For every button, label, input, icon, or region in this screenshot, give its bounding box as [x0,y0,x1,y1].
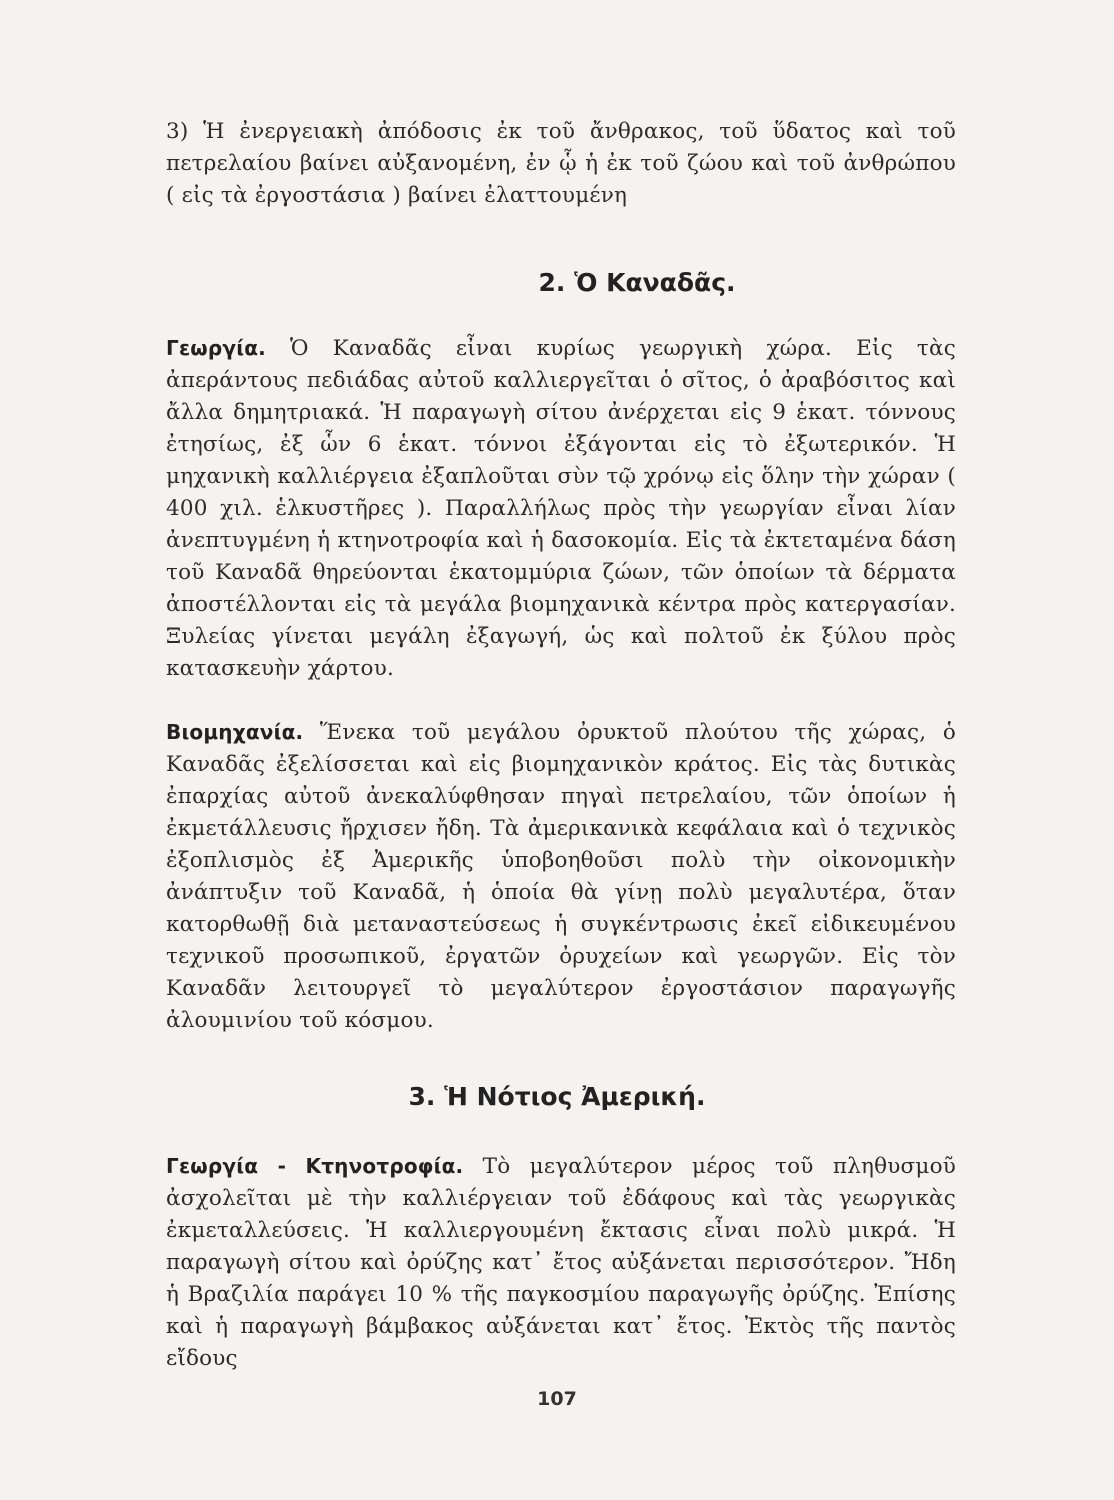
agriculture-heading: Γεωργία. [166,336,266,360]
industry-text: Ἕνεκα τοῦ μεγάλου ὀρυκτοῦ πλούτου τῆς χώρας, ὁ Καναδᾶς ἐξελίσσεται καὶ εἰς βιομηχανικὸν κράτος. Εἰς τὰς δυτικὰς ἐπαρχίας αὐτοῦ ἀνεκαλύφθησαν πηγαὶ πετρελαίου, τῶν ὁποίων ἡ ἐκμετάλλευσις ἤρχισεν ἤδη. Τὰ ἀμερικανικὰ κεφάλαια καὶ ὁ τεχνικὸς ἐξοπλισμὸς ἐξ Ἀμερικῆς ὑποβοηθοῦσι πολὺ τὴν οἰκονομικὴν ἀνάπτυξιν τοῦ Καναδᾶ, ἡ ὁποία θὰ γίνῃ πολὺ μεγαλυτέρα, ὅταν κατορθωθῇ διὰ μεταναστεύσεως ἡ συγκέντρωσις ἐκεῖ εἰδικευμένου τεχνικοῦ προσωπικοῦ, ἐργατῶν ὀρυχείων καὶ γεωργῶν. Εἰς τὸν Καναδᾶν λειτουργεῖ τὸ μεγαλύτερον ἐργοστάσιον παραγωγῆς ἀλουμινίου τοῦ κόσμου. [166,720,956,1033]
agri-livestock-text: Τὸ μεγαλύτερον μέρος τοῦ πληθυσμοῦ ἀσχολεῖται μὲ τὴν καλλιέργειαν τοῦ ἐδάφους καὶ τὰς γεωργικὰς ἐκμεταλλεύσεις. Ἡ καλλιεργουμένη ἔκτασις εἶναι πολὺ μικρά. Ἡ παραγωγὴ σίτου καὶ ὀρύζης κατ᾽ ἔτος αὐξάνεται περισσότερον. Ἤδη ἡ Βραζιλία παράγει 10 % τῆς παγκοσμίου παραγωγῆς ὀρύζης. Ἐπίσης καὶ ἡ παραγωγὴ βάμβακος αὐξάνεται κατ᾽ ἔτος. Ἐκτὸς τῆς παντὸς εἴδους [166,1154,956,1371]
section-2-agriculture-paragraph [166,332,956,685]
agriculture-text: Ὁ Καναδᾶς εἶναι κυρίως γεωργικὴ χώρα. Εἰς τὰς ἀπεράντους πεδιάδας αὐτοῦ καλλιεργεῖται ὁ σῖτος, ὁ ἀραβόσιτος καὶ ἄλλα δημητριακά. Ἡ παραγωγὴ σίτου ἀνέρχεται εἰς 9 ἑκατ. τόννους ἐτησίως, ἐξ ὧν 6 ἑκατ. τόννοι ἐξάγονται εἰς τὸ ἐξωτερικόν. Ἡ μηχανικὴ καλλιέργεια ἐξαπλοῦται σὺν τῷ χρόνῳ εἰς ὅλην τὴν χώραν ( 400 χιλ. ἑλκυστῆρες ). Παραλλήλως πρὸς τὴν γεωργίαν εἶναι λίαν ἀνεπτυγμένη ἡ κτηνοτροφία καὶ ἡ δασοκομία. Εἰς τὰ ἐκτεταμένα δάση τοῦ Καναδᾶ θηρεύονται ἑκατομμύρια ζώων, τῶν ὁποίων τὰ δέρματα ἀποστέλλονται εἰς τὰ μεγάλα βιομηχανικὰ κέντρα πρὸς κατεργασίαν. Ξυλείας γίνεται μεγάλη ἐξαγωγή, ὡς καὶ πολτοῦ ἐκ ξύλου πρὸς κατασκευὴν χάρτου. [166,336,956,681]
section-2-industry-paragraph [166,716,956,1037]
section-3-agri-livestock-paragraph [166,1150,956,1375]
intro-text: 3) Ἡ ἐνεργειακὴ ἀπόδοσις ἐκ τοῦ ἄνθρακος, τοῦ ὕδατος καὶ τοῦ πετρελαίου βαίνει αὐξανομένη, ἐν ᾧ ἡ ἐκ τοῦ ζώου καὶ τοῦ ἀνθρώπου ( εἰς τὰ ἐργοστάσια ) βαίνει ἐλαττουμένη [166,119,956,208]
page-number: 107 [537,1388,577,1410]
agri-livestock-heading: Γεωργία - Κτηνοτροφία. [166,1154,464,1178]
section-2-title: 2. Ὁ Καναδᾶς. [538,268,736,297]
section-3-title: 3. Ἡ Νότιος Ἀμερική. [408,1082,706,1111]
intro-paragraph [166,116,956,212]
industry-heading: Βιομηχανία. [166,720,304,744]
